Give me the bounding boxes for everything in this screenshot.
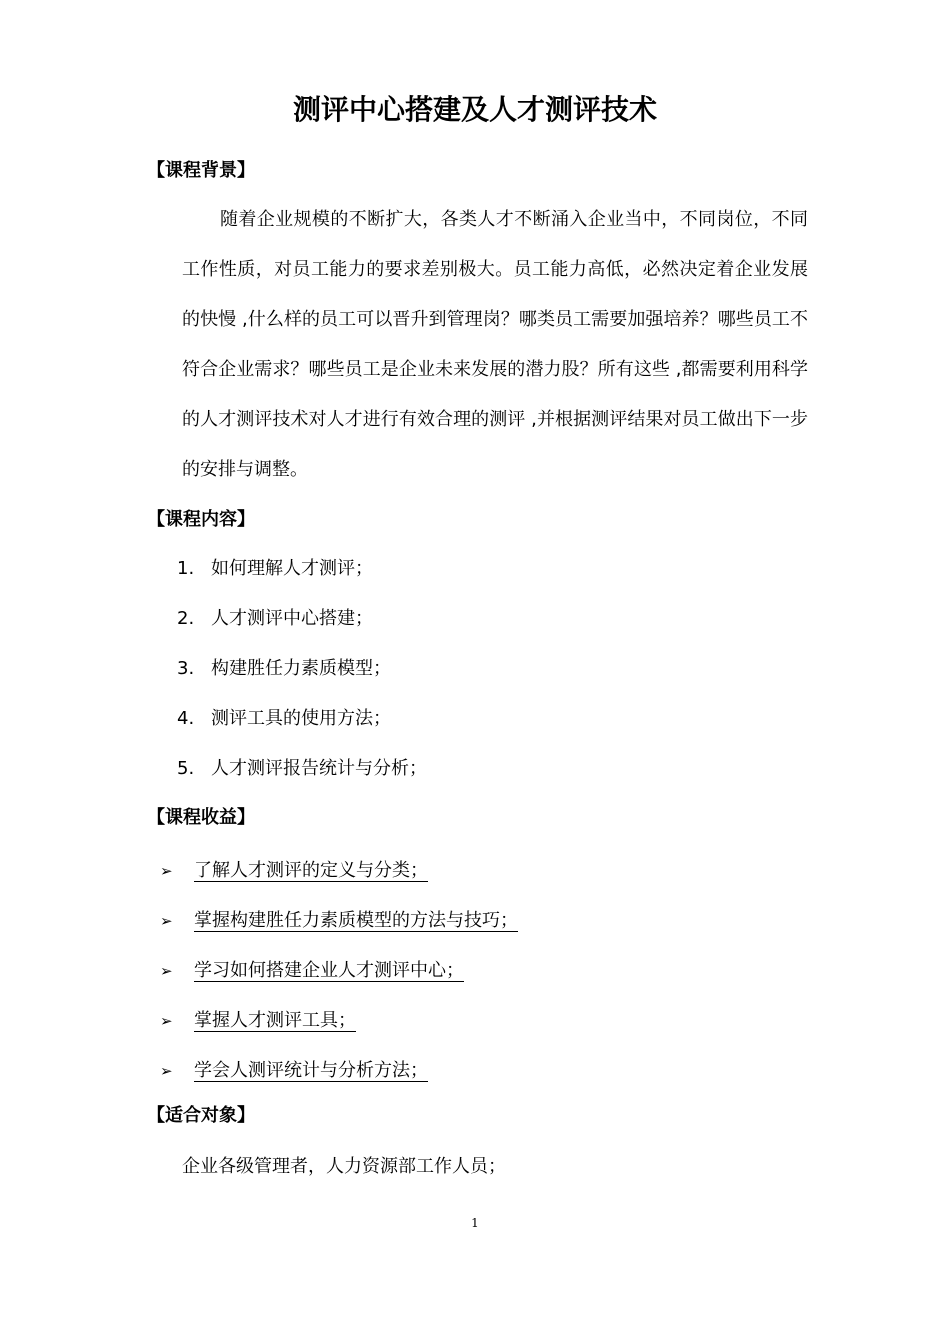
list-item: [0, 544, 950, 594]
list-item: [0, 644, 950, 694]
benefit-text: 掌握构建胜任力素质模型的方法与技巧；: [194, 910, 518, 931]
benefit-text: 学习如何搭建企业人才测评中心；: [194, 960, 464, 981]
benefits-list: [0, 846, 950, 1096]
section-heading-audience: 【适合对象】: [147, 1105, 255, 1126]
list-item-number: 1.: [177, 558, 195, 579]
section-heading-background: 【课程背景】: [147, 160, 255, 181]
list-item-text: 构建胜任力素质模型；: [211, 658, 391, 679]
list-item: [0, 694, 950, 744]
benefit-text: 学会人测评统计与分析方法；: [194, 1060, 428, 1081]
benefit-text: 掌握人才测评工具；: [194, 1010, 356, 1031]
document-title: 测评中心搭建及人才测评技术: [292, 93, 657, 126]
arrow-bullet-icon: ➢: [160, 862, 173, 880]
audience-text: 企业各级管理者，人力资源部工作人员；: [182, 1156, 506, 1177]
list-item: [0, 946, 950, 996]
arrow-bullet-icon: ➢: [160, 912, 173, 930]
list-item: [0, 744, 950, 794]
list-item: [0, 996, 950, 1046]
section-heading-benefits: 【课程收益】: [147, 807, 255, 828]
benefit-text: 了解人才测评的定义与分类；: [194, 860, 428, 881]
list-item-number: 5.: [177, 758, 195, 779]
list-item-number: 4.: [177, 708, 195, 729]
list-item-text: 测评工具的使用方法；: [211, 708, 391, 729]
content-list: [0, 544, 950, 794]
list-item-text: 人才测评报告统计与分析；: [211, 758, 427, 779]
list-item: [0, 846, 950, 896]
list-item-number: 2.: [177, 608, 195, 629]
page-number: 1: [471, 1216, 479, 1230]
list-item-number: 3.: [177, 658, 195, 679]
list-item: [0, 1046, 950, 1096]
arrow-bullet-icon: ➢: [160, 1062, 173, 1080]
arrow-bullet-icon: ➢: [160, 962, 173, 980]
background-paragraph: 随着企业规模的不断扩大，各类人才不断涌入企业当中，不同岗位，不同工作性质，对员工能力的要求差别极大。员工能力高低，必然决定着企业发展的快慢 ,什么样的员工可以晋升到管理岗？哪类员工需要加强培养？哪些员工不符合企业需求？哪些员工是企业未来发展的潜力股？所有这些 ,都需要利用科学的人才测评技术对人才进行有效合理的测评 ,并根据测评结果对员工做出下一步的安排与调整。: [182, 209, 808, 480]
list-item-text: 如何理解人才测评；: [211, 558, 373, 579]
list-item: [0, 896, 950, 946]
section-heading-content: 【课程内容】: [147, 509, 255, 530]
list-item-text: 人才测评中心搭建；: [211, 608, 373, 629]
list-item: [0, 594, 950, 644]
arrow-bullet-icon: ➢: [160, 1012, 173, 1030]
